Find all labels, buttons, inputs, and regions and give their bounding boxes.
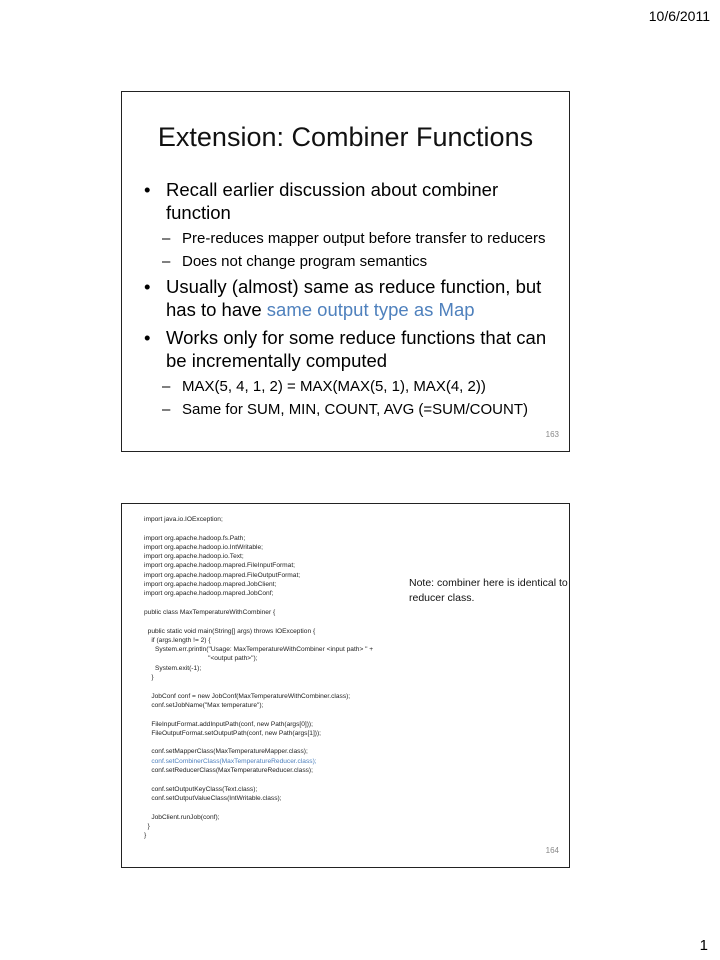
page-number: 1 (699, 937, 708, 954)
code-line: conf.setOutputKeyClass(Text.class); (144, 785, 258, 793)
sub-bullet-text: MAX(5, 4, 1, 2) = MAX(MAX(5, 1), MAX(4, 2)) (182, 378, 486, 395)
sub-bullet-text: Does not change program semantics (182, 253, 428, 270)
code-line: import org.apache.hadoop.fs.Path; (144, 534, 246, 542)
dash-icon: – (162, 378, 171, 395)
bullet-text: Usually (almost) same as reduce function, but has to have (166, 276, 542, 320)
slide-164 (121, 503, 570, 868)
code-line (144, 599, 414, 608)
code-line: System.exit(-1); (144, 664, 202, 672)
code-line (144, 524, 414, 533)
bullet-dot-icon: • (144, 179, 151, 200)
code-line (144, 738, 414, 747)
sub-bullet-item (142, 377, 562, 396)
note-text: Note: combiner here is identical to reducer class. (409, 577, 568, 604)
header-date: 10/6/2011 (648, 8, 710, 24)
dash-icon: – (162, 401, 171, 418)
slide-number: 163 (545, 430, 559, 439)
code-line: conf.setOutputValueClass(IntWritable.class); (144, 794, 282, 802)
bullet-item (142, 326, 562, 372)
slide-number: 164 (545, 846, 559, 855)
code-line (144, 775, 414, 784)
code-line: conf.setMapperClass(MaxTemperatureMapper.class); (144, 748, 308, 756)
code-line: public class MaxTemperatureWithCombiner { (144, 608, 276, 616)
sub-bullet-text: Pre-reduces mapper output before transfer to reducers (182, 230, 546, 247)
code-line: } (144, 822, 150, 830)
code-line: } (144, 832, 147, 840)
sub-bullet-item (142, 252, 562, 271)
code-line (144, 803, 414, 812)
code-line: "<output path>"); (144, 655, 258, 663)
highlight-text: same output type as Map (266, 299, 475, 320)
sub-bullet-text: Same for SUM, MIN, COUNT, AVG (=SUM/COUNT) (182, 401, 529, 418)
sub-bullet-item (142, 229, 562, 248)
code-line: if (args.length != 2) { (144, 636, 211, 644)
dash-icon: – (162, 230, 171, 247)
code-line: import org.apache.hadoop.mapred.FileOutputFormat; (144, 571, 301, 579)
bullet-item (142, 178, 562, 224)
code-line: FileInputFormat.addInputPath(conf, new Path(args[0])); (144, 720, 313, 728)
code-line: import org.apache.hadoop.io.Text; (144, 553, 244, 561)
code-line: import org.apache.hadoop.mapred.FileInputFormat; (144, 562, 296, 570)
slide-163 (121, 91, 570, 452)
bullet-dot-icon: • (144, 276, 151, 297)
code-line: conf.setJobName("Max temperature"); (144, 701, 264, 709)
bullet-list (142, 178, 562, 423)
code-line: public static void main(String[] args) throws IOException { (144, 627, 316, 635)
dash-icon: – (162, 253, 171, 270)
code-line (144, 617, 414, 626)
code-line (144, 710, 414, 719)
code-line: conf.setReducerClass(MaxTemperatureReducer.class); (144, 767, 313, 775)
slide-title: Extension: Combiner Functions (157, 122, 534, 152)
bullet-text: Recall earlier discussion about combiner function (166, 179, 499, 223)
code-line: import org.apache.hadoop.io.IntWritable; (144, 543, 264, 551)
code-line: JobClient.runJob(conf); (144, 813, 220, 821)
code-line: conf.setCombinerClass(MaxTemperatureReducer.class); (144, 757, 317, 765)
code-line: import org.apache.hadoop.mapred.JobConf; (144, 590, 274, 598)
bullet-text: Works only for some reduce functions that can be incrementally computed (166, 327, 547, 371)
code-block (144, 515, 414, 840)
code-line: import java.io.IOException; (144, 516, 223, 523)
code-line: FileOutputFormat.setOutputPath(conf, new Path(args[1])); (144, 729, 322, 737)
bullet-dot-icon: • (144, 327, 151, 348)
code-line: import org.apache.hadoop.mapred.JobClient; (144, 581, 277, 589)
bullet-item (142, 275, 562, 321)
code-line (144, 682, 414, 691)
sub-bullet-item (142, 400, 562, 419)
code-line: System.err.println("Usage: MaxTemperatureWithCombiner <input path> " + (144, 646, 374, 654)
code-line: JobConf conf = new JobConf(MaxTemperatureWithCombiner.class); (144, 692, 351, 700)
code-line: } (144, 674, 154, 682)
